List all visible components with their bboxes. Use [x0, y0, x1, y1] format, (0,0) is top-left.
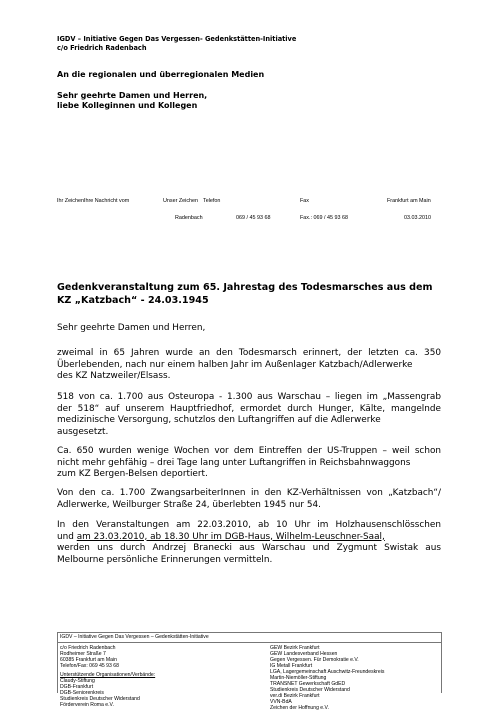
p5-line-4: Melbourne persönliche Erinnerungen vermitteln. [57, 554, 273, 565]
p5-line-2 [57, 532, 441, 544]
p3-line-3: zum KZ Bergen-Belsen deportiert. [57, 469, 208, 479]
ref-label-phone: Telefon [203, 198, 221, 204]
letterhead-org: IGDV – Initiative Gegen Das Vergessen- Gedenkstätten-Initiative [57, 35, 297, 43]
paragraph-5 [57, 520, 441, 566]
p4-line-1: Von den ca. 1.700 ZwangsarbeiterInnen in den KZ-Verhältnissen von „Katzbach“/ [57, 488, 441, 498]
p3-line-1: Ca. 650 wurden wenige Wochen vor dem Eintreffen der US-Truppen – weil schon [57, 446, 441, 456]
footer-left-item: c/o Friedrich Radenbach [60, 645, 116, 651]
ref-value-our-sign: Radenbach [175, 215, 203, 221]
recipient-line: An die regionalen und überregionalen Medien [57, 70, 265, 79]
body-greeting: Sehr geehrte Damen und Herren, [57, 323, 206, 333]
footer-box [57, 632, 442, 711]
ref-label-fax: Fax [300, 198, 309, 204]
footer-supporters-heading: Unterstützende Organisationen/Verbände: [60, 672, 156, 678]
ref-value-fax: Fax.: 069 / 45 93 68 [300, 215, 348, 221]
footer-right-item: IG Metall Frankfurt [270, 663, 313, 669]
subject-heading [57, 282, 437, 307]
ref-label-your-sign: Ihr Zeichen [57, 198, 84, 204]
p5-event-underlined: am 23.03.2010, ab 18.30 Uhr im DGB-Haus, Wilhelm-Leuschner-Saal, [76, 531, 385, 542]
footer-left-item: Förderverein Roma e.V. [60, 702, 114, 708]
footer-left-item: Studienkreis Deutscher Widerstand [60, 696, 140, 702]
ref-label-place: Frankfurt am Main [387, 198, 431, 204]
subject-line-2: KZ „Katzbach“ - 24.03.1945 [57, 294, 209, 306]
footer-left-item: DGB-Frankfurt [60, 684, 94, 690]
footer-right-item: Zeichen der Hoffnung e.V. [270, 705, 329, 711]
footer-right-item: Gegen Vergessen. Für Demokratie e.V. [270, 657, 359, 663]
footer-divider [58, 642, 441, 643]
p2-line-2: der 518“ auf unserem Hauptfriedhof, ermordet durch Hunger, Kälte, mangelnde [57, 403, 441, 414]
ref-value-date: 03.03.2010 [404, 215, 431, 221]
p2-line-1: 518 von ca. 1.700 aus Osteuropa - 1.300 aus Warschau – liegen im „Massengrab [57, 392, 441, 402]
footer-right-item: GEW Landesverband Hessen [270, 651, 338, 657]
footer-left-item: DGB-Seniorenkreis [60, 690, 104, 696]
paragraph-2 [57, 392, 441, 438]
ref-label-our-sign: Unser Zeichen [163, 198, 199, 204]
paragraph-1 [57, 348, 441, 383]
p1-line-1: zweimal in 65 Jahren wurde an den Todesmarsch erinnert, der letzten ca. 350 [57, 348, 441, 358]
p1-line-3: des KZ Natzweiler/Elsass. [57, 371, 171, 381]
footer-left-column [60, 645, 155, 708]
p2-line-3: medizinische Versorgung, schutzlos den Luftangriffen auf die Adlerwerke [57, 415, 381, 425]
footer-heading: IGDV – Initiative Gegen Das Vergessen – Gedenkstätten-Initiative [60, 634, 209, 640]
p5-line-3: werden uns durch Andrzej Branecki aus Warschau und Zygmunt Swistak aus [57, 543, 441, 553]
p5-line-1: In den Veranstaltungen am 22.03.2010, ab 10 Uhr im Holzhausenschlösschen [57, 520, 441, 530]
salutation-line-1: Sehr geehrte Damen und Herren, [57, 91, 208, 100]
ref-value-phone: 069 / 45 93 68 [236, 215, 271, 221]
footer-right-item: VVN-BdA [270, 699, 292, 705]
footer-right-item: LGA, Lagergemeinschaft Auschwitz-Freundeskreis [270, 669, 385, 675]
paragraph-3 [57, 446, 441, 481]
footer-right-item: TRANSNET Gewerkschaft GdED [270, 681, 346, 687]
ref-label-your-message: Ihre Nachricht vom [84, 198, 130, 204]
p4-line-2: Adlerwerke, Weilburger Straße 24, überlebten 1945 nur 54. [57, 499, 321, 510]
p3-line-2: nicht mehr gehfähig – drei Tage lang unter Luftangriffen in Reichsbahnwaggons [57, 457, 411, 468]
top-salutation [57, 91, 207, 111]
p2-line-4: ausgesetzt. [57, 426, 109, 437]
p5-line-2-and: und [57, 531, 74, 542]
footer-left-item: Telefon/Fax: 069 45 93 68 [60, 663, 119, 669]
footer-right-column [270, 645, 384, 711]
footer-right-item: GEW Bezirk Frankfurt [270, 645, 320, 651]
footer-right-item: ver.di Bezirk Frankfurt [270, 693, 320, 699]
letterhead-co: c/o Friedrich Radenbach [57, 44, 147, 52]
footer-left-item: Claudy-Stiftung [60, 678, 95, 684]
p1-line-2: Überlebenden, nach nur einem halben Jahr im Außenlager Katzbach/Adlerwerke [57, 359, 413, 370]
salutation-line-2: liebe Kolleginnen und Kollegen [57, 101, 198, 110]
footer-left-item: Rodheimer Straße 7 [60, 651, 106, 657]
footer-left-item: 60385 Frankfurt am Main [60, 657, 117, 663]
subject-line-1: Gedenkveranstaltung zum 65. Jahrestag des Todesmarsches aus dem [57, 282, 433, 293]
paragraph-4 [57, 488, 441, 511]
footer-right-item: Studienkreis Deutscher Widerstand [270, 687, 350, 693]
footer-right-item: Martin-Niemöller-Stiftung [270, 675, 327, 681]
letterhead [57, 35, 296, 53]
